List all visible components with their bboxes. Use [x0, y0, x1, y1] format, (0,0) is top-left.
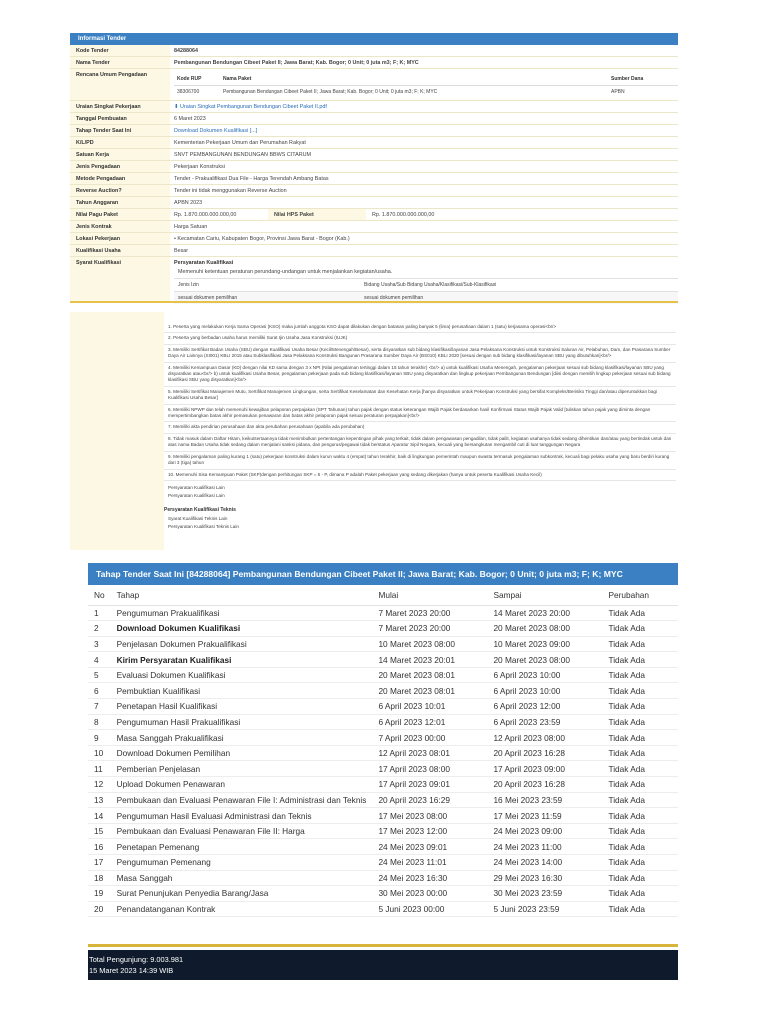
cell-mulai: 24 Mei 2023 11:01 [372, 855, 487, 871]
cell-perubahan: Tidak Ada [602, 745, 678, 761]
label-jenis-pengadaan: Jenis Pengadaan [70, 161, 170, 172]
label-rup: Rencana Umum Pengadaan [70, 69, 170, 100]
cell-tahap: Pembuktian Kualifikasi [111, 683, 373, 699]
cell-sampai: 6 April 2023 12:00 [487, 699, 602, 715]
row-satuan [70, 149, 678, 161]
value-rup [170, 69, 678, 100]
cell-tahap: Download Dokumen Pemilihan [111, 745, 373, 761]
value-klpd: Kementerian Pekerjaan Umum dan Perumahan Rakyat [174, 140, 306, 146]
cell-no: 9 [88, 730, 111, 746]
row-kontrak [70, 221, 678, 233]
persyaratan-list [164, 322, 676, 532]
cell-perubahan: Tidak Ada [602, 823, 678, 839]
cell-mulai: 30 Mei 2023 00:00 [372, 886, 487, 902]
informasi-tender-header: Informasi Tender [70, 33, 678, 45]
row-nama-tender [70, 57, 678, 69]
cell-mulai: 20 April 2023 16:29 [372, 792, 487, 808]
rup-sumber: APBN [608, 86, 678, 99]
row-klpd [70, 137, 678, 149]
cell-sampai: 6 April 2023 10:00 [487, 667, 602, 683]
cell-perubahan: Tidak Ada [602, 808, 678, 824]
value-kualifikasi: Besar [174, 248, 189, 254]
table-row [88, 714, 678, 730]
cell-tahap: Masa Sanggah [111, 870, 373, 886]
list-item: 10. Memenuhi Sisa Kemampuan Paket (SKP)dengan perhitungan SKP = 5 - P, dimana P adalah Paket pekerjaan yang sedang dikerjakan (hanya untuk peserta Kualifikasi Usaha Kecil) [164, 470, 676, 481]
value-kontrak: Harga Satuan [174, 224, 208, 230]
list-item: 2. Peserta yang berbadan usaha harus memiliki Surat Ijin Usaha Jasa Konstruksi (IUJK) [164, 333, 676, 344]
table-row [88, 730, 678, 746]
cell-sampai: 6 April 2023 10:00 [487, 683, 602, 699]
table-row [88, 745, 678, 761]
cell-sampai: 20 Maret 2023 08:00 [487, 652, 602, 668]
cell-perubahan: Tidak Ada [602, 605, 678, 621]
cell-mulai: 24 Mei 2023 09:01 [372, 839, 487, 855]
label-kode-tender: Kode Tender [70, 45, 170, 56]
cell-sampai: 5 Juni 2023 23:59 [487, 901, 602, 917]
list-item: 3. Memiliki Sertifikat Badan Usaha (SBU) dengan Kualifikasi Usaha Besar (Kecil/Menengah/Besar), serta disyaratkan sub bidang klasifikasi/layanan Jasa Pelaksana Konstruksi untuk Konstruksi Saluran Air, Pelabuhan, Dam, dan Prasarana Sumber Daya Air Lainnya (SI001) KBLI 2015 atau Subklasifikasi Jasa Pelaksana Konstruksi Bangunan Prasarana Sumber Daya Air (BS010) KBLI 2020 [sesuai dengan sub bidang klasifikasi/layanan SBU yang dibutuhkan]<br/> [164, 345, 676, 363]
cell-mulai: 5 Juni 2023 00:00 [372, 901, 487, 917]
cell-tahap: Pemberian Penjelasan [111, 761, 373, 777]
value-tahun: APBN 2023 [174, 200, 203, 206]
cell-tahap: Penandatanganan Kontrak [111, 901, 373, 917]
table-row [88, 636, 678, 652]
label-kontrak: Jenis Kontrak [70, 221, 170, 232]
tahap-body [88, 605, 678, 917]
row-lokasi [70, 233, 678, 245]
list-item: 5. Memiliki Sertifikat Manajemen Mutu, Sertifikat Manajemen Lingkungan, serta Sertifikat Keselamatan dan Kesehatan Kerja [hanya disyaratkan untuk Pekerjaan Konstruksi yang bersifat Kompleks/Berisiko Tinggi dan/atau diperuntukkan bagi Kualifikasi Usaha Besar] [164, 387, 676, 405]
value-uraian [170, 101, 678, 112]
value-hps: Rp. 1.870.000.000.000,00 [372, 212, 435, 218]
cell-tahap: Penjelasan Dokumen Prakualifikasi [111, 636, 373, 652]
cell-mulai: 7 Maret 2023 20:00 [372, 621, 487, 637]
label-pagu: Nilai Pagu Paket [70, 209, 170, 220]
cell-sampai: 12 April 2023 08:00 [487, 730, 602, 746]
cell-mulai: 6 April 2023 10:01 [372, 699, 487, 715]
izin-col1: Jenis Izin [174, 279, 360, 292]
table-row [88, 777, 678, 793]
table-row [88, 870, 678, 886]
bullet-icon: • [174, 236, 178, 242]
cell-perubahan: Tidak Ada [602, 699, 678, 715]
row-uraian [70, 101, 678, 113]
cell-perubahan: Tidak Ada [602, 636, 678, 652]
label-nama-tender: Nama Tender [70, 57, 170, 68]
cell-mulai: 12 April 2023 08:01 [372, 745, 487, 761]
cell-perubahan: Tidak Ada [602, 621, 678, 637]
izin-val2: sesuai dokumen pemilihan [360, 292, 678, 305]
rup-header-kode: Kode RUP [177, 76, 202, 82]
value-satuan: SNVT PEMBANGUNAN BENDUNGAN BBWS CITARUM [174, 152, 311, 158]
cell-tahap: Upload Dokumen Penawaran [111, 777, 373, 793]
table-row [88, 683, 678, 699]
tahap-header: Tahap Tender Saat Ini [84288064] Pembangunan Bendungan Cibeet Paket II; Jawa Barat; Kab. Bogor; 0 Unit; 0 juta m3; F; K; MYC [88, 563, 678, 585]
cell-no: 5 [88, 667, 111, 683]
cell-sampai: 14 Maret 2023 20:00 [487, 605, 602, 621]
cell-tahap[interactable]: Kirim Persyaratan Kualifikasi [111, 652, 373, 668]
cell-sampai: 17 Mei 2023 11:59 [487, 808, 602, 824]
cell-no: 18 [88, 870, 111, 886]
value-reverse: Tender ini tidak menggunakan Reverse Auction [174, 188, 287, 194]
cell-tahap: Evaluasi Dokumen Kualifikasi [111, 667, 373, 683]
row-metode [70, 173, 678, 185]
cell-no: 20 [88, 901, 111, 917]
value-jenis-pengadaan: Pekerjaan Konstruksi [174, 164, 225, 170]
cell-no: 6 [88, 683, 111, 699]
table-row [88, 823, 678, 839]
cell-no: 12 [88, 777, 111, 793]
download-icon[interactable]: ⬇ [174, 104, 179, 110]
cell-perubahan: Tidak Ada [602, 683, 678, 699]
row-jenis-pengadaan [70, 161, 678, 173]
cell-sampai: 17 April 2023 09:00 [487, 761, 602, 777]
cell-no: 15 [88, 823, 111, 839]
cell-mulai: 24 Mei 2023 16:30 [372, 870, 487, 886]
row-kualifikasi [70, 245, 678, 257]
value-tanggal: 6 Maret 2023 [174, 116, 206, 122]
cell-mulai: 17 Mei 2023 08:00 [372, 808, 487, 824]
rup-header-nama: Nama Paket [223, 76, 252, 82]
cell-perubahan: Tidak Ada [602, 667, 678, 683]
list-item: 8. Tidak masuk dalam Daftar Hitam, keikutsertaannya tidak menimbulkan pertentangan kepentingan pihak yang terkait, tidak dalam pengawasan pengadilan, tidak pailit, kegiatan usahanya tidak sedang dihentikan dan/atau yang bertindak untuk dan atas nama Badan Usaha tidak sedang dalam menjalani sanksi pidana, dan pengurus/pegawai tidak berstatus Aparatur Sipil Negara, kecuali yang bersangkutan mengambil cuti di luar tanggungan Negara [164, 434, 676, 452]
cell-mulai: 7 Maret 2023 20:00 [372, 605, 487, 621]
cell-tahap: Penetapan Hasil Kualifikasi [111, 699, 373, 715]
cell-no: 2 [88, 621, 111, 637]
informasi-tender-panel [70, 33, 678, 306]
label-uraian: Uraian Singkat Pekerjaan [70, 101, 170, 112]
row-syarat [70, 257, 678, 306]
cell-mulai: 6 April 2023 12:01 [372, 714, 487, 730]
cell-sampai: 24 Mei 2023 09:00 [487, 823, 602, 839]
cell-perubahan: Tidak Ada [602, 761, 678, 777]
cell-perubahan: Tidak Ada [602, 714, 678, 730]
cell-sampai: 30 Mei 2023 23:59 [487, 886, 602, 902]
cell-no: 17 [88, 855, 111, 871]
cell-tahap[interactable]: Download Dokumen Kualifikasi [111, 621, 373, 637]
cell-sampai: 29 Mei 2023 16:30 [487, 870, 602, 886]
cell-sampai: 24 Mei 2023 14:00 [487, 855, 602, 871]
cell-tahap: Pengumuman Prakualifikasi [111, 605, 373, 621]
cell-no: 10 [88, 745, 111, 761]
cell-no: 7 [88, 699, 111, 715]
list-item: 4. Memiliki Kemampuan Dasar (KD) dengan nilai KD sama dengan 3 x NPt (Nilai pengalaman tertinggi dalam 15 tahun terakhir) <br/> a) untuk kualifikasi Usaha Menengah, pengalaman pekerjaan sesuai sub bidang klasifikasi/layanan SBU yang disyaratkan atau<br/> b) untuk kualifikasi Usaha Besar, pengalaman pekerjaan pada sub bidang klasifikasi/layanan SBU yang disyaratkan dan lingkup pekerjaan Pembangunan Bendungan [diisi dengan memilih lingkup pekerjaan sesuai sub bidang klasifikasi SBU yang disyaratkan]<br/> [164, 363, 676, 387]
table-row [88, 886, 678, 902]
cell-no: 1 [88, 605, 111, 621]
value-pagu: Rp. 1.870.000.000.000,00 [174, 212, 237, 218]
cell-tahap: Pengumuman Hasil Evaluasi Administrasi dan Teknis [111, 808, 373, 824]
label-klpd: K/L/PD [70, 137, 170, 148]
list-item: 1. Peserta yang melakukan Kerja Sama Operasi (KSO) maka jumlah anggota KSO dapat dilakukan dengan batasan paling banyak 5 (lima) perusahaan dalam 1 (satu) kerjasama operasi<br/> [164, 322, 676, 333]
rup-kode: 38306700 [174, 86, 220, 99]
cell-perubahan: Tidak Ada [602, 730, 678, 746]
col-mulai: Mulai [372, 585, 487, 605]
cell-perubahan: Tidak Ada [602, 792, 678, 808]
cell-no: 11 [88, 761, 111, 777]
cell-sampai: 20 Maret 2023 08:00 [487, 621, 602, 637]
cell-mulai: 14 Maret 2023 20:01 [372, 652, 487, 668]
table-row [88, 761, 678, 777]
label-tahun: Tahun Anggaran [70, 197, 170, 208]
row-rup [70, 69, 678, 101]
footer-divider [88, 944, 678, 947]
cell-perubahan: Tidak Ada [602, 777, 678, 793]
list-item: 6. Memiliki NPWP dan telah memenuhi kewajiban pelaporan perpajakan (SPT Tahunan) tahun pajak dengan status keterangan Wajib Pajak berdasarkan hasil Konfirmasi Status Wajib Pajak Valid [tuliskan tahun pajak yang diminta dengan mempertimbangkan batas akhir pemasukan penawaran dan batas akhir pelaporan pajak sesuai peraturan perpajakan]<br/> [164, 405, 676, 423]
persyaratan-panel [70, 312, 678, 550]
cell-no: 8 [88, 714, 111, 730]
list-item: 9. Memiliki pengalaman paling kurang 1 (satu) pekerjaan konstruksi dalam kurun waktu 4 (empat) tahun terakhir, baik di lingkungan pemerintah maupun swasta termasuk pengalaman subkontrak, kecuali bagi pelaku usaha yang baru berdiri kurang dari 3 (tiga) tahun [164, 452, 676, 470]
row-kode-tender [70, 45, 678, 57]
list-item: 7. Memiliki akta pendirian perusahaan dan akta perubahan perusahaan (apabila ada perubahan) [164, 422, 676, 433]
tahap-link[interactable]: Download Dokumen Kualifikasi [...] [174, 128, 258, 134]
rup-header-sumber: Sumber Dana [611, 76, 644, 82]
izin-val1: sesuai dokumen pemilihan [174, 292, 360, 305]
footer-timestamp: 15 Maret 2023 14:39 WIB [89, 966, 174, 975]
cell-tahap: Pengumuman Pemenang [111, 855, 373, 871]
divider-gold [70, 301, 678, 303]
table-row [88, 605, 678, 621]
cell-mulai: 17 April 2023 09:01 [372, 777, 487, 793]
cell-perubahan: Tidak Ada [602, 886, 678, 902]
cell-no: 4 [88, 652, 111, 668]
table-row [88, 621, 678, 637]
row-tanggal [70, 113, 678, 125]
cell-perubahan: Tidak Ada [602, 652, 678, 668]
cell-mulai: 10 Maret 2023 08:00 [372, 636, 487, 652]
syarat-desc: Memenuhi ketentuan peraturan perundang-undangan untuk menjalankan kegiatan/usaha. [178, 269, 393, 275]
syarat-title: Persyaratan Kualifikasi [174, 260, 234, 266]
cell-tahap: Penetapan Pemenang [111, 839, 373, 855]
cell-mulai: 20 Maret 2023 08:01 [372, 667, 487, 683]
table-row [88, 667, 678, 683]
label-tanggal: Tanggal Pembuatan [70, 113, 170, 124]
total-pengunjung: Total Pengunjung: 9.003.981 [89, 955, 184, 964]
col-tahap: Tahap [111, 585, 373, 605]
cell-perubahan: Tidak Ada [602, 870, 678, 886]
cell-mulai: 20 Maret 2023 08:01 [372, 683, 487, 699]
cell-sampai: 10 Maret 2023 09:00 [487, 636, 602, 652]
cell-sampai: 20 April 2023 16:28 [487, 777, 602, 793]
teknis-2: Persyaratan Kualifikasi Teknis Lain [168, 524, 239, 530]
cell-perubahan: Tidak Ada [602, 855, 678, 871]
cell-sampai: 24 Mei 2023 11:00 [487, 839, 602, 855]
label-tahap: Tahap Tender Saat Ini [70, 125, 170, 136]
label-kualifikasi: Kualifikasi Usaha [70, 245, 170, 256]
cell-tahap: Pengumuman Hasil Prakualifikasi [111, 714, 373, 730]
teknis-1: Syarat Kualifikasi Teknis Lain [168, 515, 228, 521]
cell-tahap: Surat Penunjukan Penyedia Barang/Jasa [111, 886, 373, 902]
col-no: No [88, 585, 111, 605]
table-row [88, 699, 678, 715]
table-row [88, 808, 678, 824]
table-row [88, 792, 678, 808]
value-lokasi: Kecamatan Cariu, Kabupaten Bogor, Provinsi Jawa Barat - Bogor (Kab.) [177, 236, 350, 242]
cell-no: 16 [88, 839, 111, 855]
footer [88, 950, 678, 980]
col-perubahan: Perubahan [602, 585, 678, 605]
tahap-table [88, 585, 678, 917]
label-reverse: Reverse Auction? [70, 185, 170, 196]
value-nama-tender: Pembangunan Bendungan Cibeet Paket II; Jawa Barat; Kab. Bogor; 0 Unit; 0 juta m3; F; K; MYC [174, 60, 419, 66]
value-metode: Tender - Prakualifikasi Dua File - Harga Terendah Ambang Batas [174, 176, 329, 182]
table-row [88, 839, 678, 855]
table-row [88, 901, 678, 917]
cell-no: 3 [88, 636, 111, 652]
uraian-pdf-link[interactable]: Uraian Singkat Pembangunan Bendungan Cibeet Paket II.pdf [180, 104, 327, 110]
value-kode-tender: 84288064 [174, 48, 198, 54]
row-tahap [70, 125, 678, 137]
cell-no: 19 [88, 886, 111, 902]
label-lokasi: Lokasi Pekerjaan [70, 233, 170, 244]
table-row [88, 652, 678, 668]
cell-perubahan: Tidak Ada [602, 901, 678, 917]
cell-perubahan: Tidak Ada [602, 839, 678, 855]
cell-no: 13 [88, 792, 111, 808]
cell-sampai: 16 Mei 2023 23:59 [487, 792, 602, 808]
label-metode: Metode Pengadaan [70, 173, 170, 184]
lain-2: Persyaratan Kualifikasi Lain [168, 493, 225, 499]
row-tahun [70, 197, 678, 209]
cell-tahap: Masa Sanggah Prakualifikasi [111, 730, 373, 746]
cell-mulai: 17 Mei 2023 12:00 [372, 823, 487, 839]
cell-mulai: 17 April 2023 08:00 [372, 761, 487, 777]
label-satuan: Satuan Kerja [70, 149, 170, 160]
row-reverse [70, 185, 678, 197]
table-row [88, 855, 678, 871]
label-hps: Nilai HPS Paket [268, 209, 366, 220]
cell-sampai: 20 April 2023 16:28 [487, 745, 602, 761]
cell-tahap: Pembukaan dan Evaluasi Penawaran File I: Administrasi dan Teknis [111, 792, 373, 808]
label-syarat: Syarat Kualifikasi [70, 257, 170, 301]
persyaratan-label-column [70, 312, 164, 550]
cell-sampai: 6 April 2023 23:59 [487, 714, 602, 730]
tahap-tender-panel [88, 563, 678, 917]
rup-table [174, 73, 678, 98]
izin-col2: Bidang Usaha/Sub Bidang Usaha/Klasifikasi/Sub-Klasifikasi [360, 279, 678, 292]
cell-no: 14 [88, 808, 111, 824]
rup-nama: Pembangunan Bendungan Cibeet Paket II; Jawa Barat; Kab. Bogor; 0 Unit; 0 juta m3; F; K; MYC [220, 86, 608, 99]
col-sampai: Sampai [487, 585, 602, 605]
cell-mulai: 7 April 2023 00:00 [372, 730, 487, 746]
row-pagu [70, 209, 678, 221]
cell-tahap: Pembukaan dan Evaluasi Penawaran File II: Harga [111, 823, 373, 839]
teknis-title: Persyaratan Kualifikasi Teknis [164, 506, 236, 513]
lain-1: Persyaratan Kualifikasi Lain [168, 484, 225, 490]
